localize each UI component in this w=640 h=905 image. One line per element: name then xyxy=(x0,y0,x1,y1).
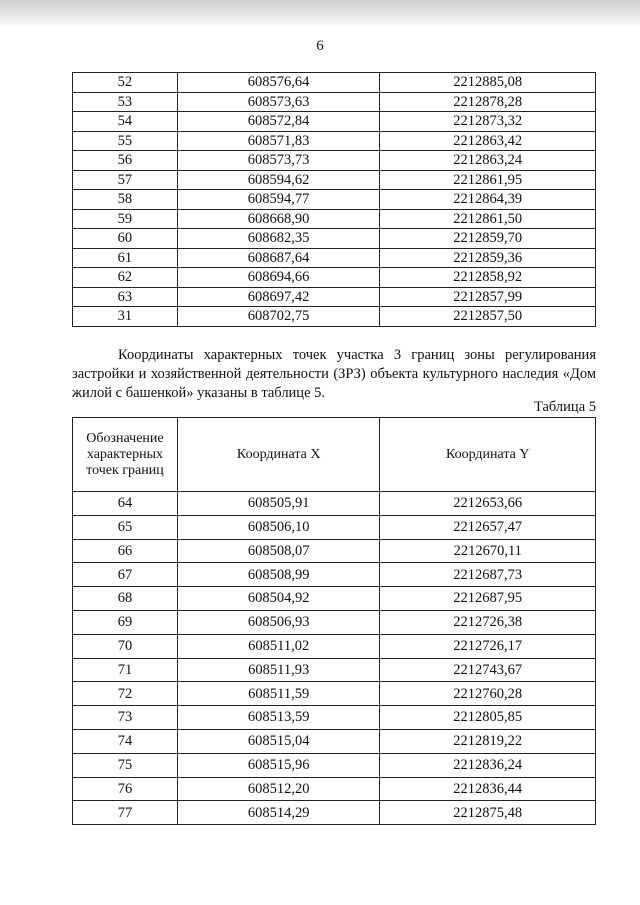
table-row xyxy=(73,634,596,658)
table-row xyxy=(73,492,596,516)
cell-coordinate-x: 608576,64 xyxy=(177,73,380,93)
cell-point-number: 64 xyxy=(73,492,178,516)
cell-coordinate-y: 2212864,39 xyxy=(380,190,596,210)
cell-point-number: 60 xyxy=(73,229,178,249)
cell-coordinate-x: 608511,93 xyxy=(177,658,380,682)
cell-coordinate-x: 608512,20 xyxy=(177,777,380,801)
table-row xyxy=(73,131,596,151)
cell-point-number: 56 xyxy=(73,151,178,171)
cell-coordinate-y: 2212861,95 xyxy=(380,170,596,190)
description-paragraph: Координаты характерных точек участка 3 границ зоны регулирования застройки и хозяйственной деятельности (ЗРЗ) объекта культурного наследия «Дом жилой с башенкой» указаны в таблице 5. xyxy=(72,347,596,401)
cell-point-number: 75 xyxy=(73,753,178,777)
cell-coordinate-y: 2212878,28 xyxy=(380,92,596,112)
cell-coordinate-x: 608694,66 xyxy=(177,268,380,288)
table-row xyxy=(73,706,596,730)
table-row xyxy=(73,248,596,268)
cell-coordinate-x: 608506,93 xyxy=(177,610,380,634)
table-5 xyxy=(72,417,596,825)
cell-coordinate-y: 2212743,67 xyxy=(380,658,596,682)
cell-coordinate-y: 2212657,47 xyxy=(380,515,596,539)
cell-point-number: 55 xyxy=(73,131,178,151)
table-row xyxy=(73,229,596,249)
table-row xyxy=(73,307,596,327)
cell-coordinate-x: 608504,92 xyxy=(177,587,380,611)
cell-point-number: 54 xyxy=(73,112,178,132)
table-row xyxy=(73,515,596,539)
table-row xyxy=(73,151,596,171)
cell-coordinate-y: 2212819,22 xyxy=(380,729,596,753)
cell-coordinate-y: 2212653,66 xyxy=(380,492,596,516)
cell-coordinate-x: 608571,83 xyxy=(177,131,380,151)
cell-coordinate-y: 2212863,24 xyxy=(380,151,596,171)
table-row xyxy=(73,563,596,587)
cell-coordinate-x: 608594,62 xyxy=(177,170,380,190)
table-row xyxy=(73,777,596,801)
table-row xyxy=(73,729,596,753)
cell-point-number: 31 xyxy=(73,307,178,327)
cell-point-number: 68 xyxy=(73,587,178,611)
cell-coordinate-y: 2212857,50 xyxy=(380,307,596,327)
cell-coordinate-y: 2212857,99 xyxy=(380,287,596,307)
cell-point-number: 77 xyxy=(73,801,178,825)
cell-coordinate-x: 608697,42 xyxy=(177,287,380,307)
cell-coordinate-x: 608594,77 xyxy=(177,190,380,210)
table-row xyxy=(73,587,596,611)
cell-point-number: 57 xyxy=(73,170,178,190)
table-row xyxy=(73,92,596,112)
cell-coordinate-x: 608573,63 xyxy=(177,92,380,112)
cell-coordinate-y: 2212805,85 xyxy=(380,706,596,730)
cell-coordinate-y: 2212687,95 xyxy=(380,587,596,611)
table-row xyxy=(73,209,596,229)
cell-point-number: 76 xyxy=(73,777,178,801)
coordinates-table-continued xyxy=(72,72,596,327)
header-coordinate-x: Координата X xyxy=(177,418,380,492)
table-row xyxy=(73,682,596,706)
cell-point-number: 72 xyxy=(73,682,178,706)
cell-coordinate-x: 608668,90 xyxy=(177,209,380,229)
header-coordinate-y: Координата Y xyxy=(380,418,596,492)
cell-point-number: 70 xyxy=(73,634,178,658)
table-row xyxy=(73,801,596,825)
cell-coordinate-x: 608515,04 xyxy=(177,729,380,753)
header-point-designation: Обозначение характерных точек границ xyxy=(73,418,178,492)
cell-point-number: 58 xyxy=(73,190,178,210)
table-caption: Таблица 5 xyxy=(533,399,596,415)
cell-coordinate-x: 608511,59 xyxy=(177,682,380,706)
cell-point-number: 62 xyxy=(73,268,178,288)
table-row xyxy=(73,539,596,563)
cell-coordinate-x: 608682,35 xyxy=(177,229,380,249)
cell-coordinate-y: 2212687,73 xyxy=(380,563,596,587)
cell-coordinate-x: 608573,73 xyxy=(177,151,380,171)
cell-point-number: 61 xyxy=(73,248,178,268)
cell-coordinate-x: 608702,75 xyxy=(177,307,380,327)
cell-coordinate-y: 2212858,92 xyxy=(380,268,596,288)
table-row xyxy=(73,170,596,190)
cell-coordinate-y: 2212726,38 xyxy=(380,610,596,634)
page-number: 6 xyxy=(316,38,324,54)
cell-coordinate-x: 608508,07 xyxy=(177,539,380,563)
table-row xyxy=(73,610,596,634)
cell-coordinate-y: 2212885,08 xyxy=(380,73,596,93)
scan-top-shadow xyxy=(0,0,640,26)
cell-coordinate-y: 2212760,28 xyxy=(380,682,596,706)
cell-point-number: 74 xyxy=(73,729,178,753)
table-row xyxy=(73,112,596,132)
cell-coordinate-x: 608514,29 xyxy=(177,801,380,825)
cell-point-number: 65 xyxy=(73,515,178,539)
cell-coordinate-y: 2212726,17 xyxy=(380,634,596,658)
cell-coordinate-y: 2212863,42 xyxy=(380,131,596,151)
table-row xyxy=(73,190,596,210)
cell-coordinate-y: 2212873,32 xyxy=(380,112,596,132)
cell-coordinate-y: 2212859,36 xyxy=(380,248,596,268)
cell-coordinate-x: 608515,96 xyxy=(177,753,380,777)
cell-point-number: 69 xyxy=(73,610,178,634)
cell-point-number: 71 xyxy=(73,658,178,682)
cell-coordinate-x: 608505,91 xyxy=(177,492,380,516)
cell-point-number: 63 xyxy=(73,287,178,307)
table-header-row xyxy=(73,418,596,492)
cell-point-number: 66 xyxy=(73,539,178,563)
cell-coordinate-x: 608508,99 xyxy=(177,563,380,587)
cell-coordinate-y: 2212875,48 xyxy=(380,801,596,825)
table-row xyxy=(73,73,596,93)
table-row xyxy=(73,268,596,288)
table-row xyxy=(73,753,596,777)
cell-coordinate-x: 608506,10 xyxy=(177,515,380,539)
cell-coordinate-y: 2212861,50 xyxy=(380,209,596,229)
cell-coordinate-x: 608687,64 xyxy=(177,248,380,268)
cell-coordinate-x: 608572,84 xyxy=(177,112,380,132)
cell-coordinate-x: 608513,59 xyxy=(177,706,380,730)
cell-coordinate-y: 2212670,11 xyxy=(380,539,596,563)
cell-coordinate-x: 608511,02 xyxy=(177,634,380,658)
cell-coordinate-y: 2212859,70 xyxy=(380,229,596,249)
cell-point-number: 73 xyxy=(73,706,178,730)
table-row xyxy=(73,287,596,307)
table-5-body xyxy=(73,492,596,825)
coordinates-table-body xyxy=(73,73,596,327)
cell-point-number: 59 xyxy=(73,209,178,229)
cell-point-number: 67 xyxy=(73,563,178,587)
cell-point-number: 53 xyxy=(73,92,178,112)
cell-point-number: 52 xyxy=(73,73,178,93)
cell-coordinate-y: 2212836,24 xyxy=(380,753,596,777)
cell-coordinate-y: 2212836,44 xyxy=(380,777,596,801)
table-row xyxy=(73,658,596,682)
